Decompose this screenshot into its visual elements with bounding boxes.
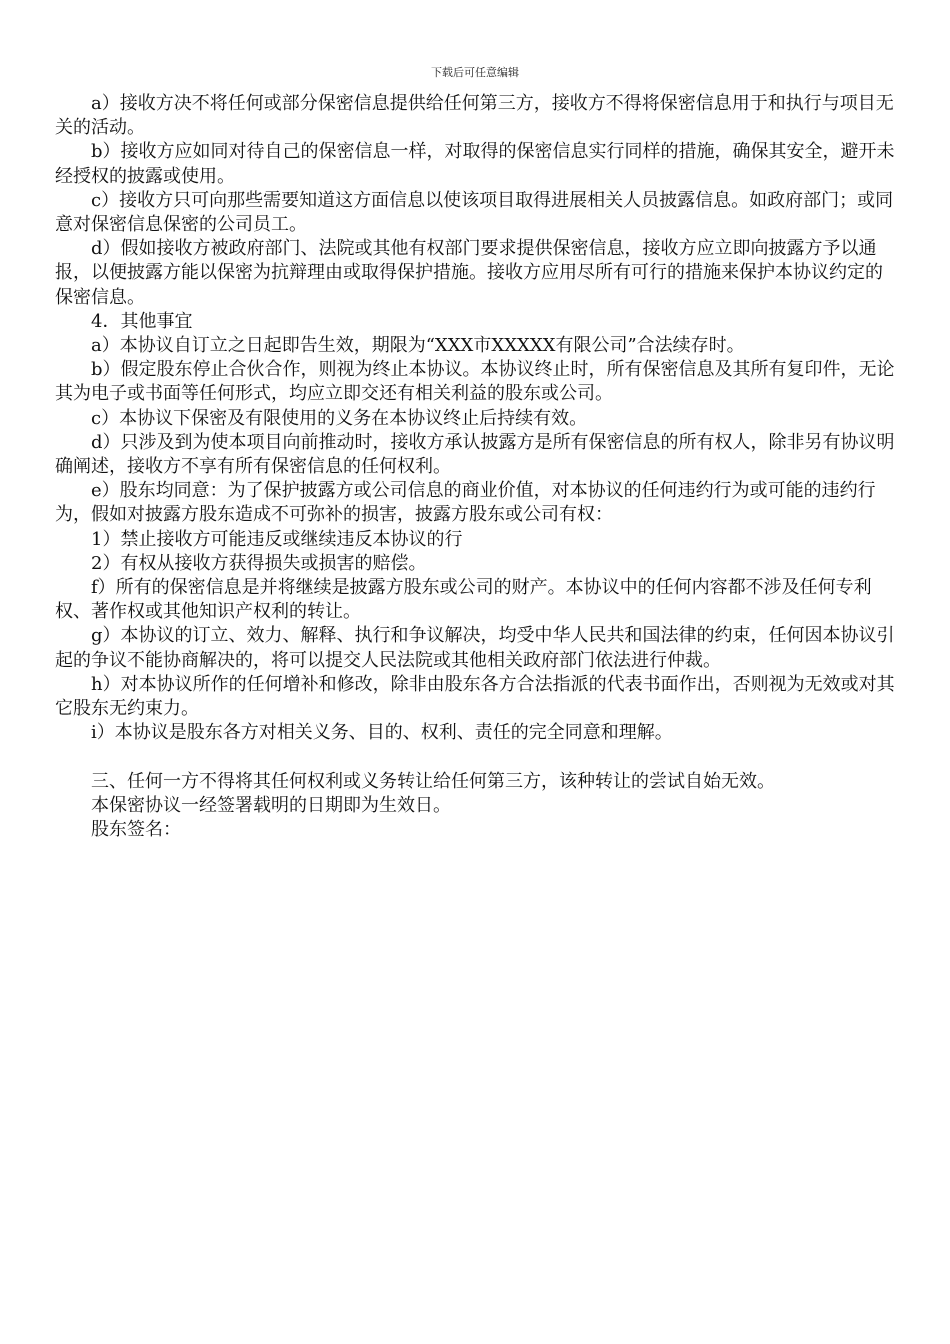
document-body [55,92,898,842]
clause-4a-effective: a）本协议自订立之日起即告生效，期限为“XXX市XXXXX有限公司”合法续存时。 [91,335,745,357]
section-3-no-assignment: 三、任何一方不得将其任何权利或义务转让给任何第三方，该种转让的尝试自始无效。 [91,770,775,792]
clause-4b-termination: b）假定股东停止合伙合作，则视为终止本协议。本协议终止时，所有保密信息及其所有复印件，无论其为电子或书面等任何形式，均应立即交还有相关利益的股东或公司。 [55,359,895,405]
clause-b-same-measures: b）接收方应如同对待自己的保密信息一样，对取得的保密信息实行同样的措施，确保其安全，避开未经授权的披露或使用。 [55,141,895,187]
clause-4h-amendments: h）对本协议所作的任何增补和修改，除非由股东各方合法指派的代表书面作出，否则视为无效或对其它股东无约束力。 [55,673,895,720]
remedy-item-2: 2）有权从接收方获得损失或损害的赔偿。 [91,552,427,574]
clause-c-limited-disclosure: c）接收方只可向那些需要知道这方面信息以使该项目取得进展相关人员披露信息。如政府部门；或同意对保密信息保密的公司员工。 [55,189,894,236]
clause-4d-ownership: d）只涉及到为使本项目向前推动时，接收方承认披露方是所有保密信息的所有权人，除非另有协议明确阐述，接收方不享有所有保密信息的任何权利。 [55,431,895,478]
shareholder-signature-label: 股东签名： [91,819,181,841]
clause-4i-entire-agreement: i）本协议是股东各方对相关义务、目的、权利、责任的完全同意和理解。 [91,722,673,744]
clause-d-government-request: d）假如接收方被政府部门、法院或其他有权部门要求提供保密信息，接收方应立即向披露方予以通报，以便披露方能以保密为抗辩理由或取得保护措施。接收方应用尽所有可行的措施来保护本协议约定的保密信息。 [55,238,883,308]
clause-4e-remedies: e）股东均同意：为了保护披露方或公司信息的商业价值，对本协议的任何违约行为或可能的违约行为，假如对披露方股东造成不可弥补的损害，披露方股东或公司有权： [55,480,876,526]
clause-4c-survival: c）本协议下保密及有限使用的义务在本协议终止后持续有效。 [91,407,588,429]
blank-line [55,745,898,769]
clause-a-no-third-party: a）接收方决不将任何或部分保密信息提供给任何第三方，接收方不得将保密信息用于和执行与项目无关的活动。 [55,93,894,139]
effective-date-statement: 本保密协议一经签署载明的日期即为生效日。 [91,794,451,816]
clause-4f-property: f）所有的保密信息是并将继续是披露方股东或公司的财产。本协议中的任何内容都不涉及任何专利权、著作权或其他知识产权利的转让。 [55,577,872,623]
header-note: 下载后可任意编辑 [431,66,519,79]
section-4-heading: 4．其他事宜 [91,310,193,332]
remedy-item-1: 1）禁止接收方可能违反或继续违反本协议的行 [91,528,463,550]
clause-4g-governing-law: g）本协议的订立、效力、解释、执行和争议解决，均受中华人民共和国法律的约束，任何因本协议引起的争议不能协商解决的，将可以提交人民法院或其他相关政府部门依法进行仲裁。 [55,625,895,671]
